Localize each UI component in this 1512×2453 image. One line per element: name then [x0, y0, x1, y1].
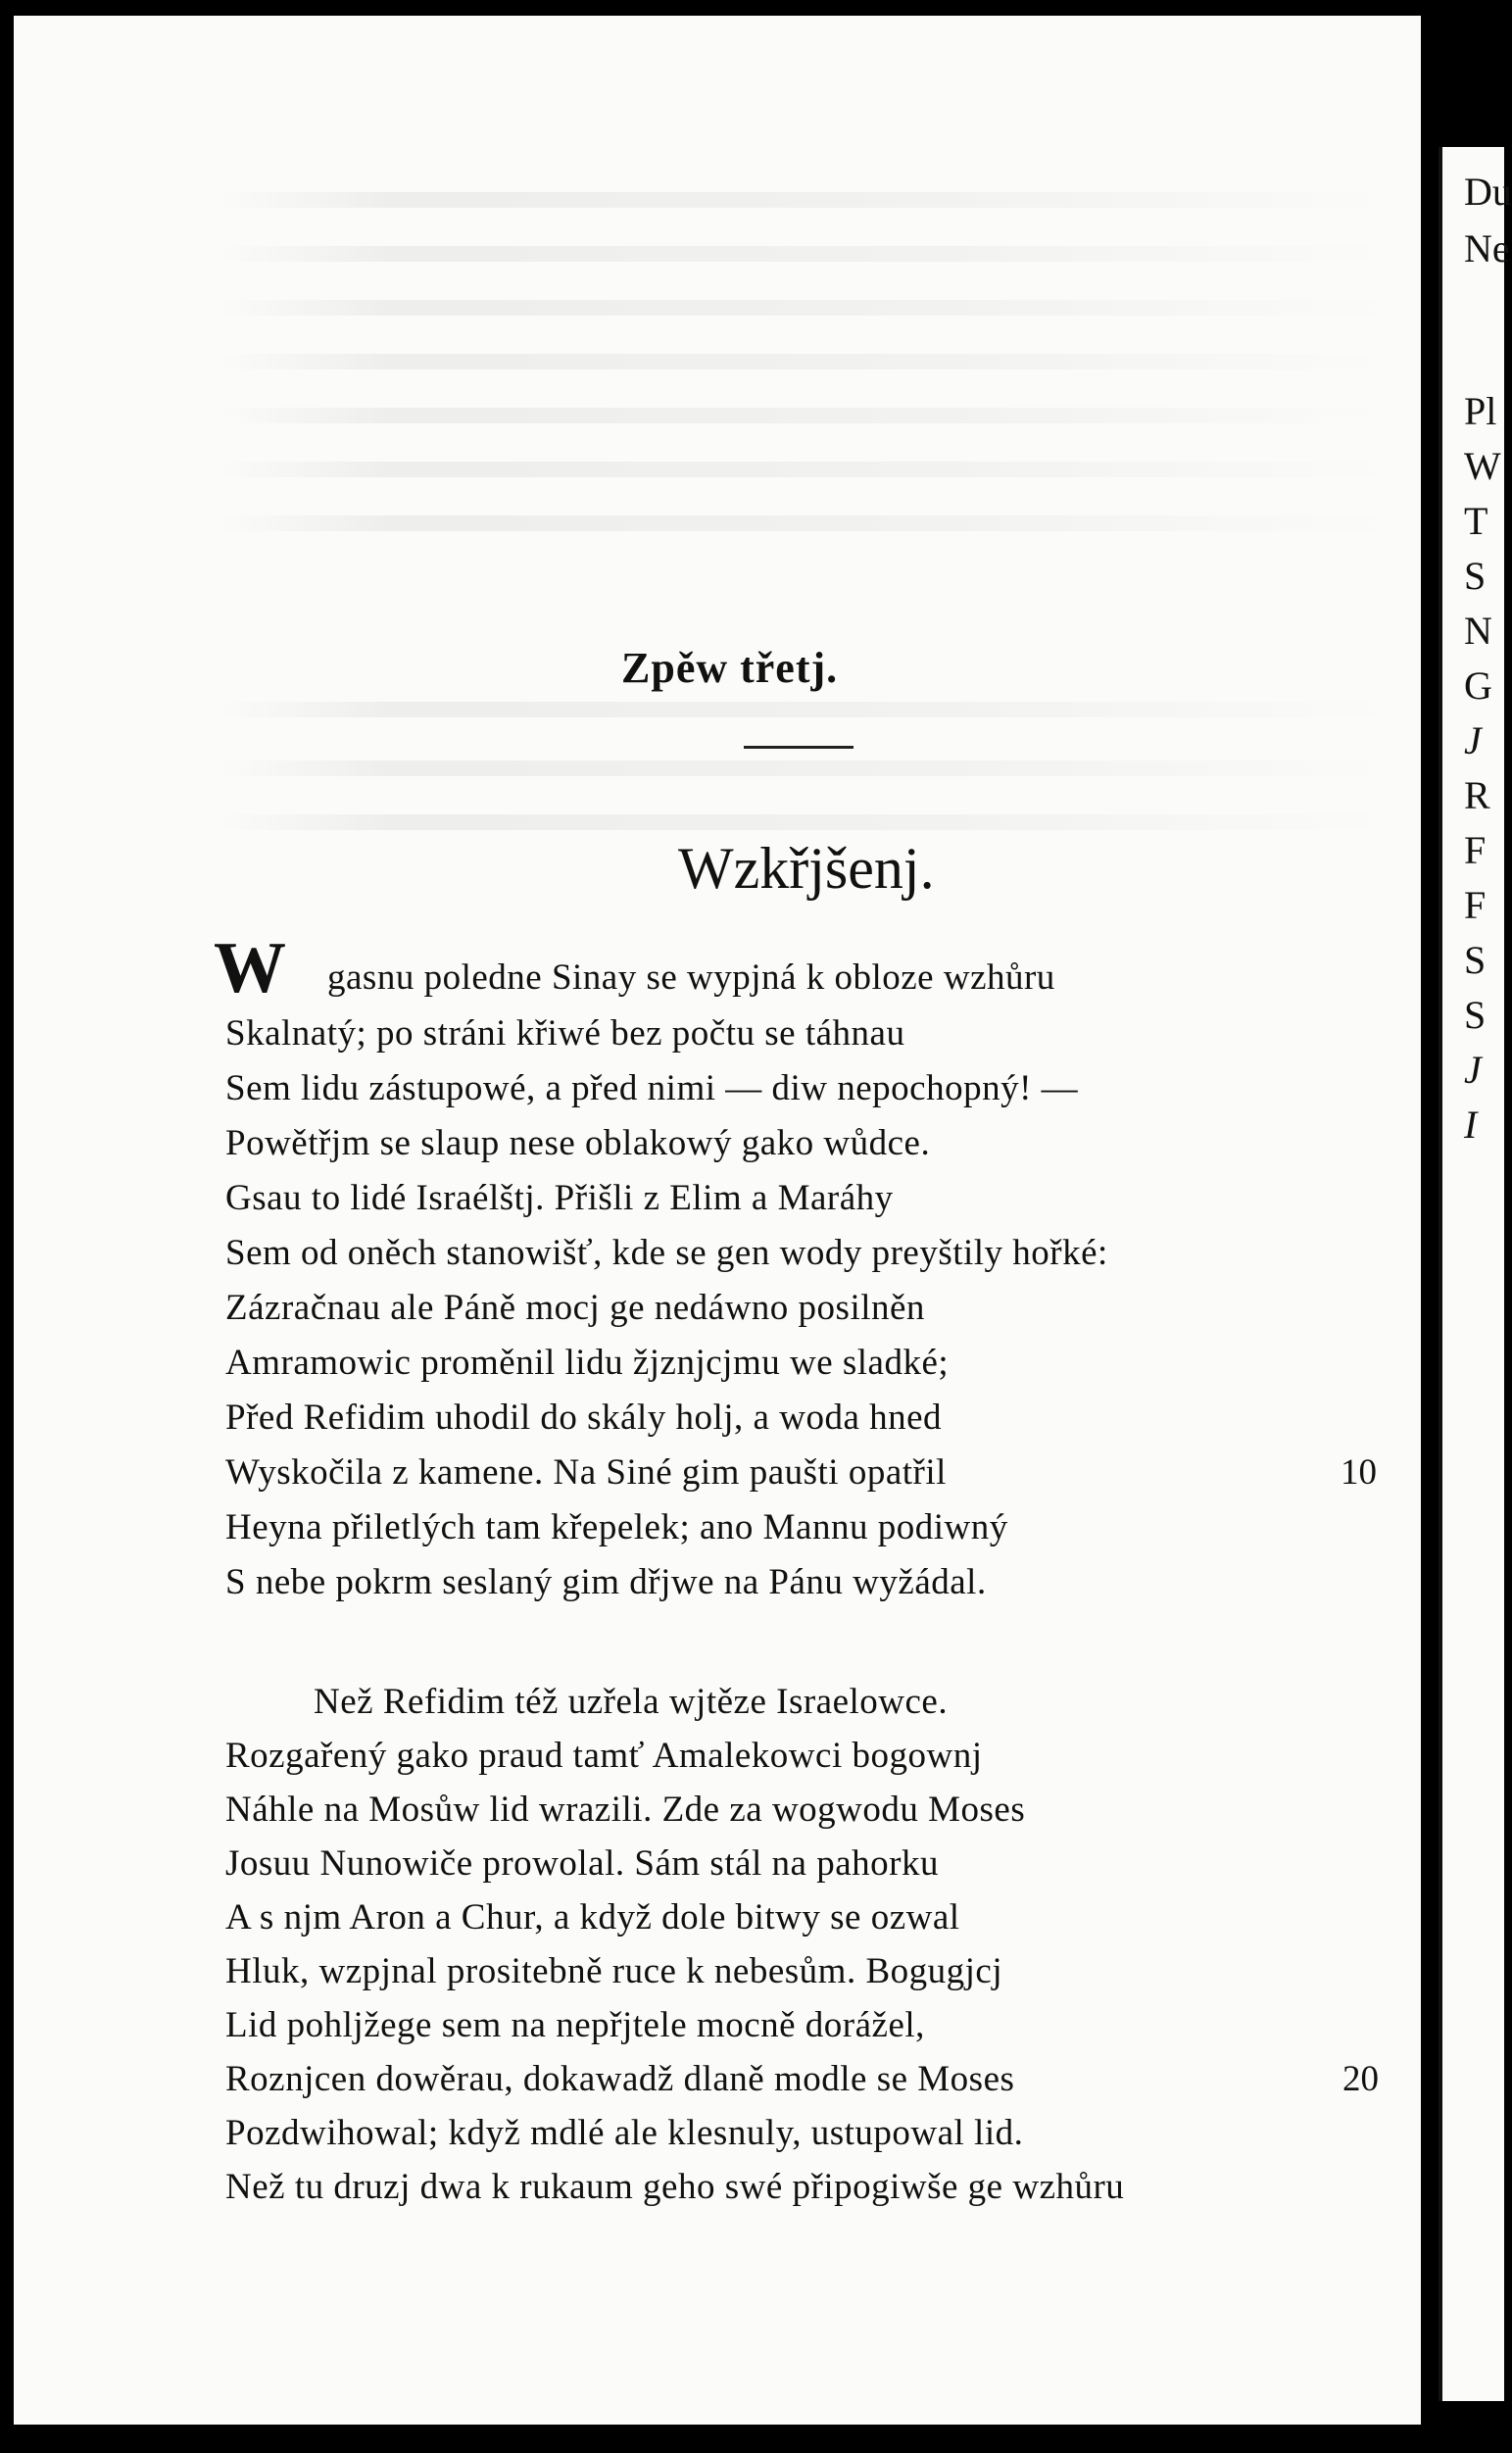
- bleed-through-line: [219, 462, 1395, 477]
- verse-line: gasnu poledne Sinay se wypjná k obloze wzhůru: [327, 957, 1055, 998]
- verse-line: Powětřjm se slaup nese oblakowý gako wůdce.: [225, 1123, 931, 1163]
- facing-fragment: N: [1464, 609, 1492, 653]
- verse-line: Než Refidim též uzřela wjtěze Israelowce.: [314, 1682, 949, 1722]
- verse-line: Hluk, wzpjnal prositebně ruce k nebesům. Bogugjcj: [225, 1951, 1003, 1991]
- facing-page-edge: [1439, 147, 1512, 2401]
- bleed-through-line: [219, 300, 1395, 316]
- facing-fragment: S: [1464, 993, 1487, 1037]
- verse-line: Wyskočila z kamene. Na Siné gim paušti opatřil: [225, 1452, 947, 1493]
- facing-fragment: Pl: [1464, 389, 1497, 433]
- bleed-through-line: [219, 246, 1395, 262]
- bleed-through-line: [219, 814, 1395, 830]
- facing-fragment: Ne: [1464, 226, 1510, 270]
- book-page: [14, 16, 1421, 2425]
- facing-fragment: G: [1464, 663, 1492, 708]
- facing-fragment: F: [1464, 883, 1487, 927]
- drop-cap: W: [214, 928, 286, 1008]
- verse-line: Heyna přiletlých tam křepelek; ano Mannu podiwný: [225, 1507, 1008, 1547]
- verse-line: Gsau to lidé Israélštj. Přišli z Elim a Maráhy: [225, 1178, 894, 1218]
- bleed-through-line: [219, 408, 1395, 423]
- verse-line: Lid pohljžege sem na nepřjtele mocně dorážel,: [225, 2005, 925, 2045]
- verse-line: Rozgařený gako praud tamť Amalekowci bogownj: [225, 1736, 983, 1776]
- verse-line: Josuu Nunowiče prowolal. Sám stál na pahorku: [225, 1843, 939, 1884]
- facing-fragment: W: [1464, 444, 1501, 488]
- verse-line: Sem lidu zástupowé, a před nimi — diw nepochopný! —: [225, 1068, 1079, 1108]
- verse-line: Náhle na Mosůw lid wrazili. Zde za wogwodu Moses: [225, 1790, 1026, 1830]
- facing-fragment: S: [1464, 938, 1487, 982]
- facing-fragment: T: [1464, 499, 1488, 543]
- facing-fragment: J: [1464, 1048, 1482, 1092]
- bleed-through-line: [219, 760, 1395, 776]
- verse-line: Amramowic proměnil lidu žjznjcjmu we sladké;: [225, 1343, 950, 1383]
- verse-line: Skalnatý; po stráni křiwé bez počtu se táhnau: [225, 1013, 905, 1054]
- bleed-through-line: [219, 702, 1395, 717]
- heading-rule: [744, 746, 854, 749]
- bleed-through-line: [219, 192, 1395, 208]
- verse-line: Sem od oněch stanowišť, kde se gen wody preyštily hořké:: [225, 1233, 1108, 1273]
- verse-line: A s njm Aron a Chur, a když dole bitwy se ozwal: [225, 1897, 960, 1938]
- section-heading: Zpěw třetj.: [621, 644, 839, 692]
- bleed-through-line: [219, 515, 1395, 531]
- facing-fragment: I: [1464, 1103, 1478, 1147]
- verse-line: Roznjcen dowěrau, dokawadž dlaně modle se Moses: [225, 2059, 1015, 2099]
- facing-fragment: Du: [1464, 170, 1512, 214]
- bleed-through-line: [219, 354, 1395, 369]
- line-number: 10: [1341, 1452, 1377, 1493]
- verse-line: Zázračnau ale Páně mocj ge nedáwno posilněn: [225, 1288, 925, 1328]
- verse-line: Pozdwihowal; když mdlé ale klesnuly, ustupowal lid.: [225, 2113, 1024, 2153]
- verse-line: Před Refidim uhodil do skály holj, a woda hned: [225, 1398, 943, 1438]
- facing-fragment: S: [1464, 554, 1487, 598]
- facing-fragment: F: [1464, 828, 1487, 872]
- line-number: 20: [1342, 2059, 1379, 2099]
- facing-fragment: J: [1464, 718, 1482, 762]
- facing-fragment: R: [1464, 773, 1490, 817]
- verse-line: Než tu druzj dwa k rukaum geho swé připogiwše ge wzhůru: [225, 2167, 1125, 2207]
- poem-title: Wzkřjšenj.: [678, 836, 935, 901]
- verse-line: S nebe pokrm seslaný gim dřjwe na Pánu wyžádal.: [225, 1562, 987, 1602]
